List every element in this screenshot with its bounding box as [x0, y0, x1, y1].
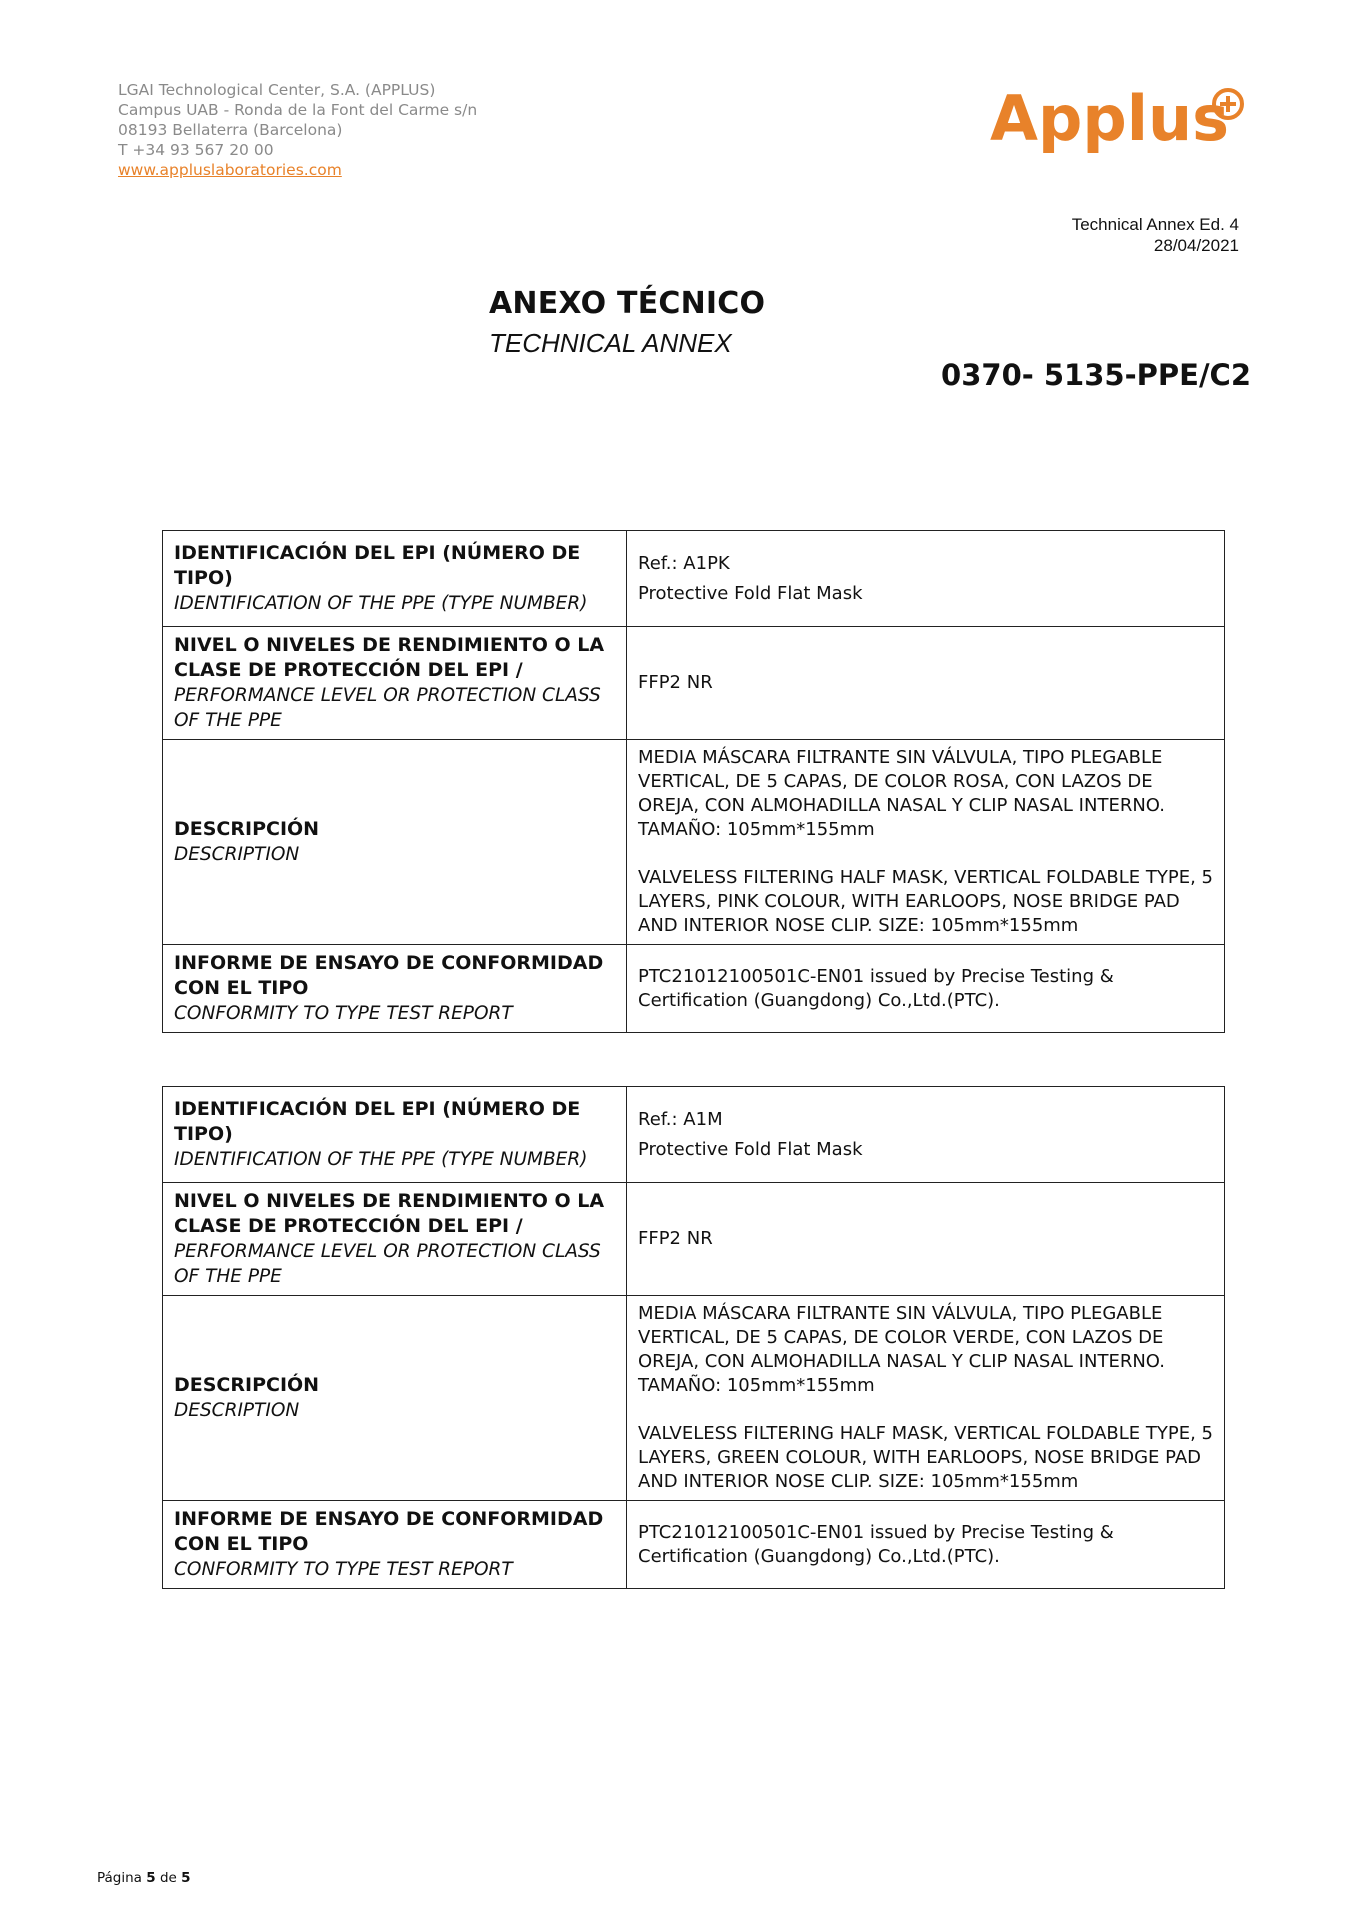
page-total: 5: [181, 1870, 191, 1886]
report-label-en: CONFORMITY TO TYPE TEST REPORT: [174, 1003, 513, 1024]
performance-label-cell: [163, 1183, 627, 1296]
table-row-description: [163, 1296, 1225, 1501]
address-line: Campus UAB - Ronda de la Font del Carme s/n: [118, 101, 478, 119]
annex-table-1: [162, 530, 1225, 1033]
identification-label-en: IDENTIFICATION OF THE PPE (TYPE NUMBER): [174, 1149, 588, 1170]
edition-date: 28/04/2021: [1153, 236, 1239, 255]
annex-table-2: [162, 1086, 1225, 1589]
product-ref: Ref.: A1PK: [638, 552, 730, 574]
report-label-en: CONFORMITY TO TYPE TEST REPORT: [174, 1559, 513, 1580]
identification-label-en: IDENTIFICATION OF THE PPE (TYPE NUMBER): [174, 593, 588, 614]
report-label-cell: [163, 1501, 627, 1589]
table-row-performance: [163, 627, 1225, 740]
description-label-en: DESCRIPTION: [174, 1400, 300, 1421]
description-es: MEDIA MÁSCARA FILTRANTE SIN VÁLVULA, TIPO PLEGABLE VERTICAL, DE 5 CAPAS, DE COLOR VERDE, CON LAZOS DE OREJA, CON ALMOHADILLA NASAL Y CLIP NASAL INTERNO. TAMAÑO: 105mm*155mm: [638, 1303, 1165, 1396]
page-footer: [97, 1870, 191, 1886]
description-en: VALVELESS FILTERING HALF MASK, VERTICAL FOLDABLE TYPE, 5 LAYERS, PINK COLOUR, WITH EARLOOPS, NOSE BRIDGE PAD AND INTERIOR NOSE CLIP. SIZE: 105mm*155mm: [638, 867, 1213, 936]
logo-wordmark: Applus: [990, 82, 1230, 155]
table-row-report: [163, 1501, 1225, 1589]
website-link[interactable]: www.appluslaboratories.com: [118, 161, 342, 179]
description-value-cell: [627, 1296, 1225, 1501]
identification-label-cell: [163, 1087, 627, 1183]
page-current: 5: [146, 1870, 156, 1886]
description-en: VALVELESS FILTERING HALF MASK, VERTICAL FOLDABLE TYPE, 5 LAYERS, GREEN COLOUR, WITH EARLOOPS, NOSE BRIDGE PAD AND INTERIOR NOSE CLIP. SIZE: 105mm*155mm: [638, 1423, 1213, 1492]
report-label-cell: [163, 945, 627, 1033]
edition-block: [1072, 214, 1239, 256]
product-ref: Ref.: A1M: [638, 1108, 723, 1130]
address-line: LGAI Technological Center, S.A. (APPLUS): [118, 81, 436, 99]
description-label-cell: [163, 740, 627, 945]
report-value: PTC21012100501C-EN01 issued by Precise Testing & Certification (Guangdong) Co.,Ltd.(PTC).: [627, 1501, 1225, 1589]
title-english: TECHNICAL ANNEX: [489, 328, 732, 358]
performance-value: FFP2 NR: [627, 1183, 1225, 1296]
table-row-identification: [163, 1087, 1225, 1183]
performance-label-en: PERFORMANCE LEVEL OR PROTECTION CLASS OF THE PPE: [174, 1241, 601, 1287]
report-label-es: INFORME DE ENSAYO DE CONFORMIDAD CON EL TIPO: [174, 952, 604, 999]
product-name: Protective Fold Flat Mask: [638, 1138, 863, 1160]
performance-label-en: PERFORMANCE LEVEL OR PROTECTION CLASS OF THE PPE: [174, 685, 601, 731]
applus-logo: [990, 78, 1250, 168]
phone-line: T +34 93 567 20 00: [118, 141, 274, 159]
performance-label-es: NIVEL O NIVELES DE RENDIMIENTO O LA CLASE DE PROTECCIÓN DEL EPI /: [174, 1190, 605, 1237]
description-label-en: DESCRIPTION: [174, 844, 300, 865]
identification-value-cell: [627, 531, 1225, 627]
table-row-identification: [163, 531, 1225, 627]
edition-label: Technical Annex Ed. 4: [1071, 215, 1239, 234]
identification-label-es: IDENTIFICACIÓN DEL EPI (NÚMERO DE TIPO): [174, 542, 581, 589]
of-word: de: [159, 1870, 177, 1886]
description-label-es: DESCRIPCIÓN: [174, 1374, 320, 1396]
identification-label-es: IDENTIFICACIÓN DEL EPI (NÚMERO DE TIPO): [174, 1098, 581, 1145]
address-line: 08193 Bellaterra (Barcelona): [118, 121, 343, 139]
report-label-es: INFORME DE ENSAYO DE CONFORMIDAD CON EL TIPO: [174, 1508, 604, 1555]
table-row-performance: [163, 1183, 1225, 1296]
performance-label-cell: [163, 627, 627, 740]
certificate-number: 0370- 5135-PPE/C2: [941, 358, 1251, 392]
product-name: Protective Fold Flat Mask: [638, 582, 863, 604]
identification-value-cell: [627, 1087, 1225, 1183]
performance-label-es: NIVEL O NIVELES DE RENDIMIENTO O LA CLASE DE PROTECCIÓN DEL EPI /: [174, 634, 605, 681]
description-es: MEDIA MÁSCARA FILTRANTE SIN VÁLVULA, TIPO PLEGABLE VERTICAL, DE 5 CAPAS, DE COLOR ROSA, CON LAZOS DE OREJA, CON ALMOHADILLA NASAL Y CLIP NASAL INTERNO. TAMAÑO: 105mm*155mm: [638, 747, 1165, 840]
page-word: Página: [97, 1870, 142, 1886]
performance-value: FFP2 NR: [627, 627, 1225, 740]
title-spanish: ANEXO TÉCNICO: [489, 286, 766, 321]
identification-label-cell: [163, 531, 627, 627]
description-value-cell: [627, 740, 1225, 945]
company-address: [118, 80, 477, 180]
table-row-report: [163, 945, 1225, 1033]
description-label-cell: [163, 1296, 627, 1501]
description-label-es: DESCRIPCIÓN: [174, 818, 320, 840]
report-value: PTC21012100501C-EN01 issued by Precise Testing & Certification (Guangdong) Co.,Ltd.(PTC).: [627, 945, 1225, 1033]
table-row-description: [163, 740, 1225, 945]
